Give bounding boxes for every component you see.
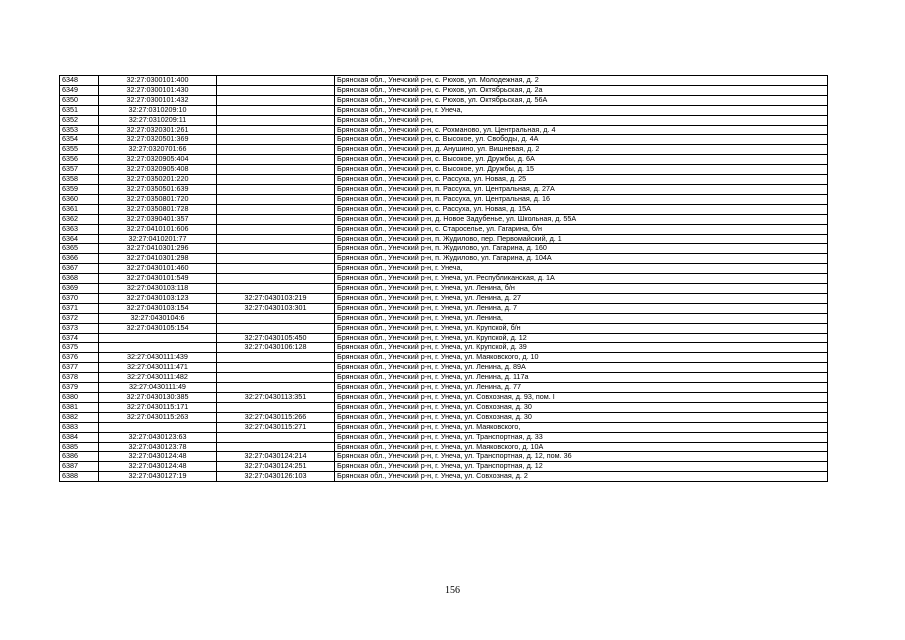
table-row (60, 105, 828, 115)
table-row (60, 274, 828, 284)
cadastral-number-cell: 32:27:0430124:48 (99, 462, 217, 472)
cadastral-number-cell: 32:27:0410201:77 (99, 234, 217, 244)
table-row (60, 95, 828, 105)
address-cell: Брянская обл., Унечский р-н, г. Унеча, ул. Крупской, д. 12 (335, 333, 828, 343)
address-cell: Брянская обл., Унечский р-н, г. Унеча, ул. Маяковского, д. 10 (335, 353, 828, 363)
related-cadastral-number-cell: 32:27:0430124:251 (217, 462, 335, 472)
row-number-cell: 6383 (60, 422, 99, 432)
address-cell: Брянская обл., Унечский р-н, г. Унеча, ул. Крупской, д. 39 (335, 343, 828, 353)
table-row (60, 115, 828, 125)
row-number-cell: 6350 (60, 95, 99, 105)
cadastral-number-cell: 32:27:0350201:220 (99, 175, 217, 185)
row-number-cell: 6355 (60, 145, 99, 155)
related-cadastral-number-cell (217, 85, 335, 95)
table-row (60, 224, 828, 234)
address-cell: Брянская обл., Унечский р-н, г. Унеча, ул. Ленина, б/н (335, 284, 828, 294)
cadastral-number-cell: 32:27:0350801:728 (99, 204, 217, 214)
table-row (60, 303, 828, 313)
row-number-cell: 6362 (60, 214, 99, 224)
table-row (60, 402, 828, 412)
related-cadastral-number-cell (217, 145, 335, 155)
address-cell: Брянская обл., Унечский р-н, п. Жудилово, ул. Гагарина, д. 160 (335, 244, 828, 254)
related-cadastral-number-cell (217, 175, 335, 185)
cadastral-number-cell: 32:27:0390401:357 (99, 214, 217, 224)
row-number-cell: 6378 (60, 373, 99, 383)
address-cell: Брянская обл., Унечский р-н, с. Рюхов, ул. Молодежная, д. 2 (335, 76, 828, 86)
table-row (60, 452, 828, 462)
related-cadastral-number-cell: 32:27:0430106:128 (217, 343, 335, 353)
related-cadastral-number-cell (217, 383, 335, 393)
cadastral-number-cell: 32:27:0430103:123 (99, 293, 217, 303)
related-cadastral-number-cell: 32:27:0430126:103 (217, 472, 335, 482)
row-number-cell: 6374 (60, 333, 99, 343)
table-row (60, 284, 828, 294)
table-row (60, 214, 828, 224)
table-row (60, 343, 828, 353)
table-row (60, 313, 828, 323)
row-number-cell: 6361 (60, 204, 99, 214)
cadastral-number-cell: 32:27:0300101:430 (99, 85, 217, 95)
address-cell: Брянская обл., Унечский р-н, г. Унеча, ул. Ленина, (335, 313, 828, 323)
table-row (60, 353, 828, 363)
related-cadastral-number-cell (217, 184, 335, 194)
row-number-cell: 6356 (60, 155, 99, 165)
table-row (60, 175, 828, 185)
related-cadastral-number-cell (217, 442, 335, 452)
related-cadastral-number-cell (217, 105, 335, 115)
address-cell: Брянская обл., Унечский р-н, г. Унеча, ул. Ленина, д. 27 (335, 293, 828, 303)
table-row (60, 432, 828, 442)
row-number-cell: 6379 (60, 383, 99, 393)
row-number-cell: 6349 (60, 85, 99, 95)
row-number-cell: 6376 (60, 353, 99, 363)
row-number-cell: 6368 (60, 274, 99, 284)
row-number-cell: 6387 (60, 462, 99, 472)
row-number-cell: 6348 (60, 76, 99, 86)
cadastral-number-cell: 32:27:0430101:549 (99, 274, 217, 284)
related-cadastral-number-cell (217, 76, 335, 86)
address-cell: Брянская обл., Унечский р-н, с. Высокое, ул. Дружбы, д. 6А (335, 155, 828, 165)
related-cadastral-number-cell: 32:27:0430103:219 (217, 293, 335, 303)
address-cell: Брянская обл., Унечский р-н, с. Рюхов, ул. Октябрьская, д. 56А (335, 95, 828, 105)
address-cell: Брянская обл., Унечский р-н, п. Жудилово, пер. Первомайский, д. 1 (335, 234, 828, 244)
table-row (60, 412, 828, 422)
table-row (60, 422, 828, 432)
related-cadastral-number-cell (217, 254, 335, 264)
address-cell: Брянская обл., Унечский р-н, г. Унеча, ул. Ленина, д. 77 (335, 383, 828, 393)
cadastral-number-cell: 32:27:0320905:408 (99, 165, 217, 175)
row-number-cell: 6352 (60, 115, 99, 125)
cadastral-number-cell: 32:27:0410101:606 (99, 224, 217, 234)
table-row (60, 393, 828, 403)
table-row (60, 293, 828, 303)
address-cell: Брянская обл., Унечский р-н, г. Унеча, ул. Совхозная, д. 2 (335, 472, 828, 482)
related-cadastral-number-cell (217, 353, 335, 363)
related-cadastral-number-cell (217, 363, 335, 373)
address-cell: Брянская обл., Унечский р-н, г. Унеча, ул. Совхозная, д. 30 (335, 402, 828, 412)
property-table (59, 75, 828, 482)
cadastral-number-cell: 32:27:0430111:482 (99, 373, 217, 383)
address-cell: Брянская обл., Унечский р-н, с. Высокое, ул. Свободы, д. 4А (335, 135, 828, 145)
cadastral-number-cell: 32:27:0430123:78 (99, 442, 217, 452)
cadastral-number-cell: 32:27:0410301:296 (99, 244, 217, 254)
row-number-cell: 6373 (60, 323, 99, 333)
cadastral-number-cell (99, 422, 217, 432)
address-cell: Брянская обл., Унечский р-н, (335, 115, 828, 125)
table-row (60, 373, 828, 383)
row-number-cell: 6381 (60, 402, 99, 412)
cadastral-number-cell: 32:27:0430123:63 (99, 432, 217, 442)
related-cadastral-number-cell (217, 135, 335, 145)
row-number-cell: 6363 (60, 224, 99, 234)
table-row (60, 254, 828, 264)
table-row (60, 383, 828, 393)
table-row (60, 184, 828, 194)
cadastral-number-cell: 32:27:0430115:171 (99, 402, 217, 412)
row-number-cell: 6353 (60, 125, 99, 135)
row-number-cell: 6382 (60, 412, 99, 422)
related-cadastral-number-cell (217, 432, 335, 442)
related-cadastral-number-cell (217, 194, 335, 204)
address-cell: Брянская обл., Унечский р-н, г. Унеча, (335, 264, 828, 274)
cadastral-number-cell (99, 343, 217, 353)
address-cell: Брянская обл., Унечский р-н, г. Унеча, ул. Маяковского, (335, 422, 828, 432)
address-cell: Брянская обл., Унечский р-н, г. Унеча, ул. Республиканская, д. 1А (335, 274, 828, 284)
table-row (60, 363, 828, 373)
cadastral-number-cell: 32:27:0430115:263 (99, 412, 217, 422)
table-row (60, 234, 828, 244)
row-number-cell: 6354 (60, 135, 99, 145)
table-row (60, 442, 828, 452)
row-number-cell: 6364 (60, 234, 99, 244)
related-cadastral-number-cell (217, 264, 335, 274)
row-number-cell: 6385 (60, 442, 99, 452)
cadastral-number-cell: 32:27:0430104:6 (99, 313, 217, 323)
address-cell: Брянская обл., Унечский р-н, с. Рохманово, ул. Центральная, д. 4 (335, 125, 828, 135)
row-number-cell: 6380 (60, 393, 99, 403)
address-cell: Брянская обл., Унечский р-н, г. Унеча, ул. Совхозная, д. 30 (335, 412, 828, 422)
address-cell: Брянская обл., Унечский р-н, г. Унеча, ул. Ленина, д. 7 (335, 303, 828, 313)
table-row (60, 264, 828, 274)
cadastral-number-cell: 32:27:0310209:10 (99, 105, 217, 115)
related-cadastral-number-cell (217, 155, 335, 165)
cadastral-number-cell: 32:27:0430111:439 (99, 353, 217, 363)
row-number-cell: 6370 (60, 293, 99, 303)
address-cell: Брянская обл., Унечский р-н, д. Новое Задубенье, ул. Школьная, д. 55А (335, 214, 828, 224)
row-number-cell: 6359 (60, 184, 99, 194)
related-cadastral-number-cell (217, 284, 335, 294)
related-cadastral-number-cell (217, 204, 335, 214)
table-row (60, 145, 828, 155)
address-cell: Брянская обл., Унечский р-н, г. Унеча, ул. Ленина, д. 89А (335, 363, 828, 373)
related-cadastral-number-cell (217, 402, 335, 412)
cadastral-number-cell: 32:27:0430130:385 (99, 393, 217, 403)
cadastral-number-cell: 32:27:0430101:460 (99, 264, 217, 274)
related-cadastral-number-cell (217, 95, 335, 105)
row-number-cell: 6388 (60, 472, 99, 482)
row-number-cell: 6365 (60, 244, 99, 254)
cadastral-number-cell: 32:27:0320701:66 (99, 145, 217, 155)
table-row (60, 462, 828, 472)
row-number-cell: 6367 (60, 264, 99, 274)
related-cadastral-number-cell: 32:27:0430105:450 (217, 333, 335, 343)
row-number-cell: 6366 (60, 254, 99, 264)
address-cell: Брянская обл., Унечский р-н, д. Анушино, ул. Вишневая, д. 2 (335, 145, 828, 155)
related-cadastral-number-cell: 32:27:0430115:266 (217, 412, 335, 422)
table-row (60, 165, 828, 175)
related-cadastral-number-cell (217, 373, 335, 383)
cadastral-number-cell: 32:27:0300101:400 (99, 76, 217, 86)
related-cadastral-number-cell: 32:27:0430124:214 (217, 452, 335, 462)
address-cell: Брянская обл., Унечский р-н, с. Староселье, ул. Гагарина, б/н (335, 224, 828, 234)
related-cadastral-number-cell (217, 214, 335, 224)
table-row (60, 472, 828, 482)
cadastral-number-cell: 32:27:0410301:298 (99, 254, 217, 264)
cadastral-number-cell (99, 333, 217, 343)
address-cell: Брянская обл., Унечский р-н, с. Рассуха, ул. Новая, д. 15А (335, 204, 828, 214)
address-cell: Брянская обл., Унечский р-н, г. Унеча, ул. Транспортная, д. 12 (335, 462, 828, 472)
address-cell: Брянская обл., Унечский р-н, г. Унеча, ул. Транспортная, д. 12, пом. 36 (335, 452, 828, 462)
related-cadastral-number-cell: 32:27:0430113:351 (217, 393, 335, 403)
related-cadastral-number-cell (217, 165, 335, 175)
cadastral-number-cell: 32:27:0310209:11 (99, 115, 217, 125)
table-row (60, 333, 828, 343)
address-cell: Брянская обл., Унечский р-н, г. Унеча, (335, 105, 828, 115)
cadastral-number-cell: 32:27:0430111:49 (99, 383, 217, 393)
row-number-cell: 6377 (60, 363, 99, 373)
cadastral-number-cell: 32:27:0430127:19 (99, 472, 217, 482)
table-row (60, 85, 828, 95)
address-cell: Брянская обл., Унечский р-н, п. Рассуха, ул. Центральная, д. 16 (335, 194, 828, 204)
cadastral-number-cell: 32:27:0350801:720 (99, 194, 217, 204)
row-number-cell: 6375 (60, 343, 99, 353)
table-row (60, 155, 828, 165)
related-cadastral-number-cell (217, 224, 335, 234)
cadastral-number-cell: 32:27:0430103:154 (99, 303, 217, 313)
related-cadastral-number-cell: 32:27:0430103:301 (217, 303, 335, 313)
cadastral-number-cell: 32:27:0320905:404 (99, 155, 217, 165)
row-number-cell: 6357 (60, 165, 99, 175)
row-number-cell: 6371 (60, 303, 99, 313)
cadastral-number-cell: 32:27:0430105:154 (99, 323, 217, 333)
cadastral-number-cell: 32:27:0320501:369 (99, 135, 217, 145)
property-table-body (60, 76, 828, 482)
row-number-cell: 6386 (60, 452, 99, 462)
cadastral-number-cell: 32:27:0430103:118 (99, 284, 217, 294)
table-row (60, 135, 828, 145)
cadastral-number-cell: 32:27:0430124:48 (99, 452, 217, 462)
table-row (60, 125, 828, 135)
row-number-cell: 6384 (60, 432, 99, 442)
row-number-cell: 6372 (60, 313, 99, 323)
related-cadastral-number-cell (217, 234, 335, 244)
row-number-cell: 6358 (60, 175, 99, 185)
table-row (60, 244, 828, 254)
address-cell: Брянская обл., Унечский р-н, п. Жудилово, ул. Гагарина, д. 104А (335, 254, 828, 264)
related-cadastral-number-cell (217, 313, 335, 323)
table-row (60, 76, 828, 86)
related-cadastral-number-cell (217, 323, 335, 333)
page-number: 156 (445, 585, 460, 596)
row-number-cell: 6351 (60, 105, 99, 115)
address-cell: Брянская обл., Унечский р-н, г. Унеча, ул. Маяковского, д. 10А (335, 442, 828, 452)
address-cell: Брянская обл., Унечский р-н, с. Рюхов, ул. Октябрьская, д. 2а (335, 85, 828, 95)
table-row (60, 194, 828, 204)
row-number-cell: 6369 (60, 284, 99, 294)
table-row (60, 204, 828, 214)
table-row (60, 323, 828, 333)
cadastral-number-cell: 32:27:0350501:639 (99, 184, 217, 194)
address-cell: Брянская обл., Унечский р-н, г. Унеча, ул. Крупской, б/н (335, 323, 828, 333)
related-cadastral-number-cell: 32:27:0430115:271 (217, 422, 335, 432)
cadastral-number-cell: 32:27:0300101:432 (99, 95, 217, 105)
cadastral-number-cell: 32:27:0430111:471 (99, 363, 217, 373)
cadastral-number-cell: 32:27:0320301:261 (99, 125, 217, 135)
address-cell: Брянская обл., Унечский р-н, г. Унеча, ул. Совхозная, д. 93, пом. I (335, 393, 828, 403)
related-cadastral-number-cell (217, 274, 335, 284)
address-cell: Брянская обл., Унечский р-н, г. Унеча, ул. Ленина, д. 117а (335, 373, 828, 383)
address-cell: Брянская обл., Унечский р-н, п. Рассуха, ул. Центральная, д. 27А (335, 184, 828, 194)
address-cell: Брянская обл., Унечский р-н, с. Рассуха, ул. Новая, д. 25 (335, 175, 828, 185)
related-cadastral-number-cell (217, 244, 335, 254)
row-number-cell: 6360 (60, 194, 99, 204)
address-cell: Брянская обл., Унечский р-н, г. Унеча, ул. Транспортная, д. 33 (335, 432, 828, 442)
related-cadastral-number-cell (217, 115, 335, 125)
address-cell: Брянская обл., Унечский р-н, с. Высокое, ул. Дружбы, д. 15 (335, 165, 828, 175)
related-cadastral-number-cell (217, 125, 335, 135)
